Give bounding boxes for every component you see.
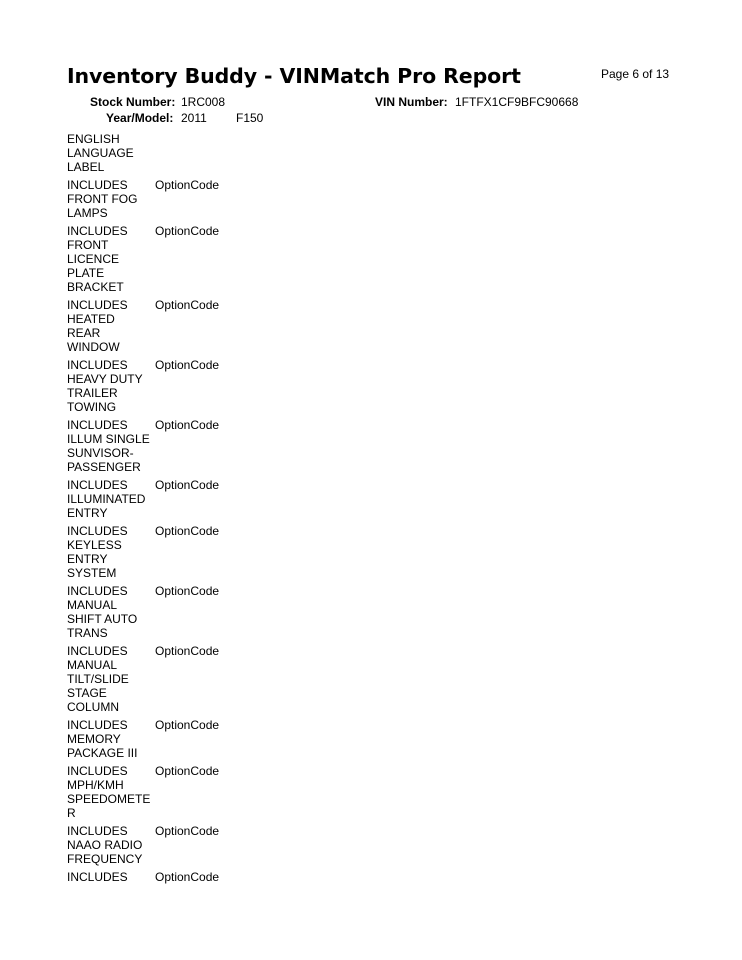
option-description: INCLUDES KEYLESS ENTRY SYSTEM xyxy=(67,524,128,580)
option-row xyxy=(67,644,267,714)
option-description: INCLUDES MPH/KMH SPEEDOMETE R xyxy=(67,764,151,820)
option-row xyxy=(67,132,267,174)
page-number: Page 6 of 13 xyxy=(601,67,670,81)
option-row xyxy=(67,718,267,760)
stock-number-value: 1RC008 xyxy=(181,95,226,109)
option-row xyxy=(67,418,267,474)
option-type: OptionCode xyxy=(155,358,220,372)
year-model-label: Year/Model: xyxy=(106,111,174,125)
option-row xyxy=(67,764,267,820)
option-description: ENGLISH LANGUAGE LABEL xyxy=(67,132,134,174)
option-list xyxy=(67,132,267,888)
option-description: INCLUDES ILLUM SINGLE SUNVISOR- PASSENGER xyxy=(67,418,150,474)
option-type: OptionCode xyxy=(155,178,220,192)
option-description: INCLUDES MANUAL SHIFT AUTO TRANS xyxy=(67,584,138,640)
option-description: INCLUDES xyxy=(67,870,128,884)
option-description: INCLUDES HEAVY DUTY TRAILER TOWING xyxy=(67,358,143,414)
option-row xyxy=(67,524,267,580)
option-row xyxy=(67,358,267,414)
option-type: OptionCode xyxy=(155,298,220,312)
option-row xyxy=(67,870,267,884)
vin-number-value: 1FTFX1CF9BFC90668 xyxy=(455,95,579,109)
option-row xyxy=(67,298,267,354)
option-type: OptionCode xyxy=(155,224,220,238)
option-type: OptionCode xyxy=(155,824,220,838)
option-type: OptionCode xyxy=(155,524,220,538)
option-type: OptionCode xyxy=(155,870,220,884)
model-value: F150 xyxy=(236,111,264,125)
stock-number-label: Stock Number: xyxy=(90,95,176,109)
option-row xyxy=(67,178,267,220)
option-description: INCLUDES MANUAL TILT/SLIDE STAGE COLUMN xyxy=(67,644,129,714)
option-type: OptionCode xyxy=(155,764,220,778)
year-value: 2011 xyxy=(181,111,207,125)
option-row xyxy=(67,584,267,640)
option-type: OptionCode xyxy=(155,584,220,598)
option-description: INCLUDES HEATED REAR WINDOW xyxy=(67,298,128,354)
option-type: OptionCode xyxy=(155,418,220,432)
option-description: INCLUDES FRONT FOG LAMPS xyxy=(67,178,138,220)
option-type: OptionCode xyxy=(155,478,220,492)
option-row xyxy=(67,478,267,520)
vin-number-label: VIN Number: xyxy=(375,95,448,109)
option-row xyxy=(67,224,267,294)
option-description: INCLUDES ILLUMINATED ENTRY xyxy=(67,478,146,520)
option-type: OptionCode xyxy=(155,718,220,732)
option-type: OptionCode xyxy=(155,644,220,658)
option-description: INCLUDES MEMORY PACKAGE III xyxy=(67,718,138,760)
option-description: INCLUDES NAAO RADIO FREQUENCY xyxy=(67,824,143,866)
option-description: INCLUDES FRONT LICENCE PLATE BRACKET xyxy=(67,224,128,294)
report-title: Inventory Buddy - VINMatch Pro Report xyxy=(67,64,521,88)
option-row xyxy=(67,824,267,866)
